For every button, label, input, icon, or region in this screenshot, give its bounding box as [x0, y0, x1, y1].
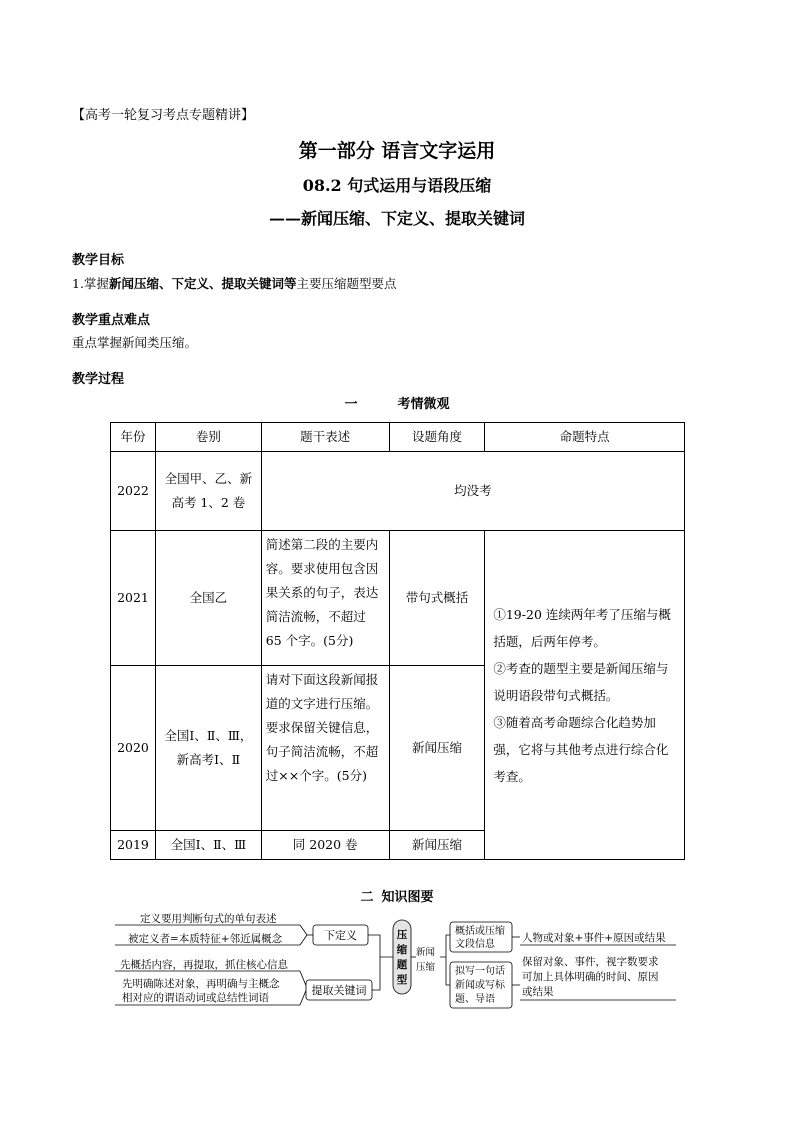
key-points-text: 重点掌握新闻类压缩。 [72, 335, 198, 350]
table-row [111, 531, 685, 666]
leaf-definition-1: 定义要用判断句式的单句表述 [140, 913, 277, 925]
sub-box-line: 新闻或写标 [455, 980, 505, 991]
feature-item: ③随着高考命题综合化趋势加强，它将与其他考点进行综合化考查。 [493, 714, 669, 784]
cell-merged: 均没考 [261, 452, 684, 531]
objectives-suffix: 主要压缩题型要点 [296, 276, 397, 291]
part2-heading [0, 886, 794, 905]
branch-label-keywords: 提取关键词 [311, 984, 367, 997]
branch-label-definition: 下定义 [324, 929, 357, 942]
part1-title: 考情微观 [397, 397, 450, 412]
center-char: 型 [396, 974, 408, 986]
cell-stem: 同 2020 卷 [261, 831, 389, 860]
cell-features [485, 531, 685, 860]
feature-item: ①19-20 连续两年考了压缩与概括题，后两年停考。 [493, 606, 671, 649]
cell-paper: 全国乙 [155, 531, 261, 666]
detail-headline: 保留对象、事件，视字数要求 [522, 956, 659, 968]
leaf-keyword-2: 先明确陈述对象，再明确与主概念 [122, 978, 280, 990]
cell-year: 2020 [111, 666, 156, 831]
header-angle: 设题角度 [389, 423, 485, 452]
header-year: 年份 [111, 423, 156, 452]
sub-box-line: 概括或压缩 [455, 926, 505, 937]
process-heading: 教学过程 [72, 372, 125, 387]
knowledge-map [110, 905, 690, 1020]
center-char: 压 [396, 929, 408, 941]
header-stem: 题干表述 [261, 423, 389, 452]
objectives-bold: 新闻压缩、下定义、提取关键词等 [108, 276, 297, 291]
sub-box-line: 拟写一句话 [455, 966, 505, 977]
news-compression-label: 新闻 [416, 947, 436, 958]
part1-heading [0, 393, 794, 412]
leaf-keyword-3: 相对应的谓语动词或总结性词语 [122, 992, 269, 1004]
exam-situation-table [110, 422, 685, 860]
part1-number: 一 [344, 397, 358, 412]
feature-item: ②考查的题型主要是新闻压缩与说明语段带句式概括。 [493, 660, 669, 703]
center-char: 题 [396, 959, 408, 971]
table-row [111, 452, 685, 531]
part2-title: 知识图要 [381, 890, 434, 905]
cell-angle: 新闻压缩 [389, 666, 485, 831]
cell-year: 2022 [111, 452, 156, 531]
news-compression-label: 压缩 [416, 962, 436, 973]
series-tag: 【高考一轮复习考点专题精讲】 [72, 108, 255, 123]
detail-headline: 或结果 [522, 986, 554, 998]
center-char: 缩 [396, 944, 408, 956]
cell-stem: 请对下面这段新闻报道的文字进行压缩。要求保留关键信息，句子简洁流畅，不超过××个字。(5分) [261, 666, 389, 831]
cell-paper: 全国甲、乙、新高考 1、2 卷 [155, 452, 261, 531]
header-paper: 卷别 [155, 423, 261, 452]
lesson-title: 08.2 句式运用与语段压缩 [302, 176, 492, 195]
table-header-row [111, 423, 685, 452]
cell-year: 2021 [111, 531, 156, 666]
cell-paper: 全国Ⅰ、Ⅱ、Ⅲ [155, 831, 261, 860]
objectives-heading: 教学目标 [72, 253, 125, 268]
page-title: 第一部分 语言文字运用 [298, 140, 496, 162]
sub-box-line: 文段信息 [455, 939, 495, 950]
lesson-subtitle: ——新闻压缩、下定义、提取关键词 [268, 209, 525, 228]
key-points-heading: 教学重点难点 [72, 313, 151, 328]
detail-headline: 可加上具体明确的时间、原因 [522, 971, 659, 983]
cell-stem: 简述第二段的主要内容。要求使用包含因果关系的句子，表达简洁流畅，不超过 65 个字。(5分) [261, 531, 389, 666]
detail-summarize: 人物或对象+事件+原因或结果 [522, 932, 666, 944]
objectives-text [72, 274, 396, 292]
cell-year: 2019 [111, 831, 156, 860]
sub-box-line: 题、导语 [455, 994, 495, 1005]
part2-number: 二 [360, 890, 374, 905]
cell-paper: 全国Ⅰ、Ⅱ、Ⅲ，新高考Ⅰ、Ⅱ [155, 666, 261, 831]
objectives-prefix: 1.掌握 [72, 276, 109, 291]
cell-angle: 新闻压缩 [389, 831, 485, 860]
cell-angle: 带句式概括 [389, 531, 485, 666]
leaf-keyword-1: 先概括内容，再提取，抓住核心信息 [120, 959, 288, 971]
header-features: 命题特点 [485, 423, 685, 452]
leaf-definition-2: 被定义者=本质特征+邻近属概念 [128, 933, 283, 945]
